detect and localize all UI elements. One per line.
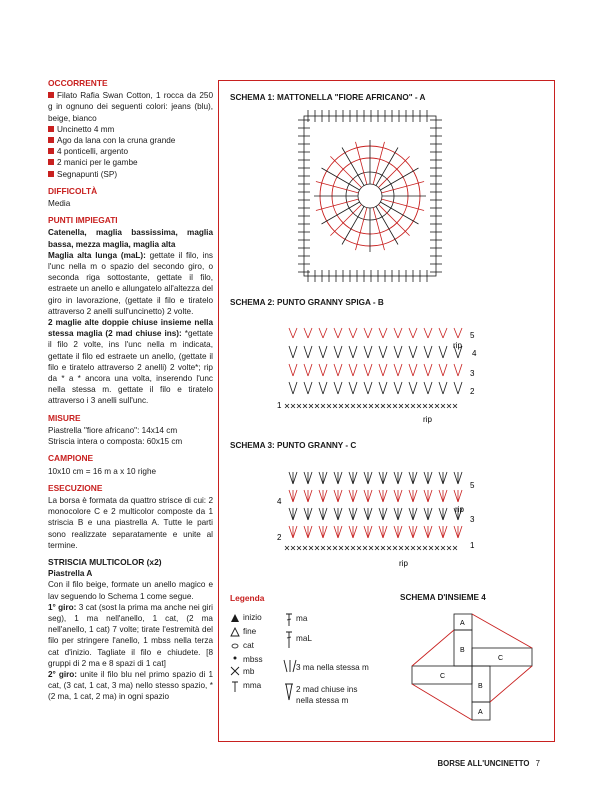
stitch-mark	[454, 382, 458, 394]
bullet-square-icon	[48, 126, 54, 132]
legend-label: mb	[243, 667, 255, 676]
stitch-mark	[424, 526, 428, 538]
legend-label: 2 mad chiuse ins nella stessa m	[296, 685, 358, 705]
list-item: Uncinetto 4 mm	[48, 124, 213, 135]
stitch-mark	[379, 382, 383, 394]
triangle-filled-icon	[231, 614, 239, 622]
footer-section: BORSE ALL'UNCINETTO	[437, 759, 530, 768]
dc-icon	[286, 614, 292, 626]
stitch-mark	[308, 328, 312, 338]
stitch-mark	[334, 526, 338, 538]
stitch-mark	[319, 508, 323, 520]
stitch-mark	[424, 382, 428, 394]
bullet-square-icon	[48, 92, 54, 98]
stitch-mark	[379, 490, 383, 502]
stitch-mark	[454, 328, 458, 338]
stitch-mark	[413, 490, 417, 502]
scheme4-title: SCHEMA D'INSIEME 4	[400, 593, 486, 602]
scheme2-diagram	[275, 320, 485, 432]
stitch-mark	[334, 328, 338, 338]
stitch-mark	[304, 346, 308, 358]
stitch-mark	[398, 472, 402, 484]
misure-line: Striscia intera o composta: 60x15 cm	[48, 437, 183, 447]
scheme3-diagram	[275, 462, 485, 570]
stitch-mark	[304, 472, 308, 484]
row-number: 2	[470, 387, 475, 396]
stitch-mark	[394, 346, 398, 358]
stitch-mark	[383, 382, 387, 394]
stitch-mark	[338, 382, 342, 394]
misure-heading: MISURE	[48, 412, 81, 423]
rip-label: rip	[399, 559, 408, 568]
stitch-mark	[368, 364, 372, 376]
stitch-mark	[364, 490, 368, 502]
stitch-mark	[334, 382, 338, 394]
stitch-mark	[334, 364, 338, 376]
stitch-mark	[443, 490, 447, 502]
stitch-spoke	[382, 199, 425, 210]
stitch-mark	[394, 472, 398, 484]
stitch-mark	[409, 382, 413, 394]
stitch-mark	[368, 526, 372, 538]
esecuzione-heading: ESECUZIONE	[48, 482, 103, 493]
stitch-mark	[428, 508, 432, 520]
stitch-mark	[398, 328, 402, 338]
stitch-mark	[308, 382, 312, 394]
stitch-mark	[454, 364, 458, 376]
stitch-mark	[409, 472, 413, 484]
punti-list: Catenella, maglia bassissima, maglia bassa, mezza maglia, maglia alta	[48, 228, 213, 249]
stitch-mark	[289, 490, 293, 502]
stitch-mark	[308, 346, 312, 358]
row-number: 1	[470, 541, 475, 550]
stitch-mark	[409, 490, 413, 502]
scheme3-title: SCHEMA 3: PUNTO GRANNY - C	[230, 441, 357, 450]
stitch-mark	[334, 346, 338, 358]
stitch-spoke	[330, 156, 361, 187]
stitch-mark	[338, 472, 342, 484]
bullet-square-icon	[48, 137, 54, 143]
stitch-mark	[413, 346, 417, 358]
campione-value: 10x10 cm = 16 m a x 10 righe	[48, 466, 157, 476]
stitch-mark	[323, 526, 327, 538]
stitch-mark	[394, 382, 398, 394]
stitch-mark	[304, 508, 308, 520]
stitch-mark	[338, 364, 342, 376]
stitch-mark	[394, 508, 398, 520]
stitch-mark	[454, 490, 458, 502]
three-dc-icon	[284, 660, 296, 672]
scheme1-title: SCHEMA 1: MATTONELLA "FIORE AFRICANO" - A	[230, 93, 426, 102]
stitch-mark	[428, 382, 432, 394]
stitch-mark	[334, 490, 338, 502]
stitch-mark	[319, 328, 323, 338]
legend-label: inizio	[243, 613, 262, 622]
stitch-mark	[413, 472, 417, 484]
stitch-mark	[349, 364, 353, 376]
stitch-spoke	[356, 208, 367, 251]
stitch-mark	[334, 508, 338, 520]
stitch-mark	[439, 472, 443, 484]
scheme1-spokes	[314, 140, 426, 252]
left-column	[48, 78, 213, 703]
list-item: Ago da lana con la cruna grande	[48, 135, 213, 146]
stitch-mark	[293, 346, 297, 358]
stitch-mark	[458, 526, 462, 538]
stitch-mark	[409, 364, 413, 376]
legend-label: maL	[296, 634, 312, 643]
stitch-mark	[383, 328, 387, 338]
stitch-mark	[364, 382, 368, 394]
stitch-mark	[398, 526, 402, 538]
legend-label: fine	[243, 627, 257, 636]
stitch-spoke	[316, 199, 359, 210]
stitch-mark	[368, 382, 372, 394]
stitch-mark	[458, 472, 462, 484]
stitch-mark	[443, 382, 447, 394]
stitch-mark	[304, 364, 308, 376]
stitch-mark	[289, 472, 293, 484]
rip-label: rip	[423, 415, 432, 424]
stitch-mark	[293, 382, 297, 394]
stitch-mark	[364, 364, 368, 376]
esecuzione-text: La borsa è formata da quattro strisce di cui: 2 monocolore C e 2 multicolor composte da 1 striscia B e una piastrella A. Tutte le parti sono realizzate separatamente e unite al termine.	[48, 495, 213, 550]
stitch-mark	[379, 526, 383, 538]
misure-line: Piastrella "fiore africano": 14x14 cm	[48, 425, 178, 435]
stitch-mark	[338, 346, 342, 358]
striscia-heading: STRISCIA MULTICOLOR (x2)	[48, 556, 162, 567]
stitch-mark	[424, 346, 428, 358]
page-footer	[438, 759, 540, 768]
stitch-mark	[443, 508, 447, 520]
stitch-mark	[323, 382, 327, 394]
stitch-mark	[319, 346, 323, 358]
stitch-mark	[323, 508, 327, 520]
stitch-mark	[439, 328, 443, 338]
punti-heading: PUNTI IMPIEGATI	[48, 215, 118, 226]
stitch-mark	[319, 490, 323, 502]
stitch-mark	[428, 346, 432, 358]
piece-label: B	[460, 647, 465, 654]
stitch-mark	[289, 526, 293, 538]
dot-icon	[234, 657, 237, 660]
stitch-mark	[349, 346, 353, 358]
stitch-mark	[289, 328, 293, 338]
stitch-mark	[308, 472, 312, 484]
row-number: 3	[470, 369, 475, 378]
stitch-mark	[308, 526, 312, 538]
piece-label: A	[460, 620, 465, 627]
scheme2-title: SCHEMA 2: PUNTO GRANNY SPIGA - B	[230, 298, 384, 307]
stitch-mark	[413, 382, 417, 394]
stitch-mark	[413, 328, 417, 338]
stitch-mark	[338, 526, 342, 538]
stitch-mark	[349, 472, 353, 484]
giro1-paragraph: 1° giro: 3 cat (sost la prima ma anche nei giri seg), 1 ma nell'anello, 1 cat, (2 ma nell'anello, 1 cat) 7 volte; tirate l'estremità del filo per stringere l'anello, 1 mbss nella terza cat d'inizio. Tagliate il filo e chiudete. [8 gruppi di 2 ma e 8 spazi di 1 cat]	[48, 602, 213, 668]
stitch-mark	[293, 328, 297, 338]
stitch-mark	[383, 364, 387, 376]
stitch-mark	[353, 526, 357, 538]
stitch-mark	[413, 526, 417, 538]
page-number: 7	[535, 759, 540, 768]
list-item: 4 ponticelli, argento	[48, 146, 213, 157]
bullet-square-icon	[48, 148, 54, 154]
legend-label: ma	[296, 614, 308, 623]
stitch-mark	[319, 472, 323, 484]
giro2-paragraph: 2° giro: unite il filo blu nel primo spazio di 1 cat, (3 cat, 1 cat, 3 ma) nello stesso spazio, *(2 ma, 1 cat, 2 ma) in ogni spazio	[48, 669, 214, 702]
stitch-mark	[394, 526, 398, 538]
stitch-mark	[334, 472, 338, 484]
legend-label: cat	[243, 641, 254, 650]
stitch-mark	[349, 490, 353, 502]
stitch-mark	[383, 508, 387, 520]
stitch-mark	[428, 328, 432, 338]
chain-icon	[232, 644, 238, 648]
stitch-mark	[398, 364, 402, 376]
stitch-spoke	[378, 156, 409, 187]
stitch-mark	[458, 328, 462, 338]
stitch-mark	[323, 364, 327, 376]
list-item: Segnapunti (SP)	[48, 169, 213, 180]
piastrella-heading: Piastrella A	[48, 569, 93, 579]
stitch-mark	[424, 472, 428, 484]
stitch-mark	[398, 346, 402, 358]
stitch-mark	[293, 490, 297, 502]
stitch-mark	[323, 472, 327, 484]
mad-paragraph: 2 maglie alte doppie chiuse insieme nella stessa maglia (2 mad chiuse ins): *gettate il filo 2 volte, ins l'unc nella m indicata, gettate il filo ed estraete un anello, (gettate il filo e tiratelo attraverso 2 anelli) 2 volte*; rip da * a * ancora una volta, inserendo l'unc nella stessa m. gettate il filo e tiratelo attraverso i 3 anelli sull'unc.	[48, 318, 213, 406]
stitch-mark	[413, 508, 417, 520]
bullet-square-icon	[48, 171, 54, 177]
stitch-mark	[409, 508, 413, 520]
stitch-mark	[289, 508, 293, 520]
stitch-spoke	[373, 142, 384, 185]
stitch-mark	[319, 526, 323, 538]
stitch-mark	[289, 382, 293, 394]
stitch-mark	[394, 364, 398, 376]
stitch-mark	[424, 328, 428, 338]
stitch-mark	[304, 490, 308, 502]
stitch-mark	[454, 526, 458, 538]
stitch-mark	[304, 328, 308, 338]
stitch-mark	[424, 490, 428, 502]
stitch-mark	[364, 526, 368, 538]
stitch-mark	[289, 346, 293, 358]
stitch-mark	[443, 328, 447, 338]
stitch-mark	[409, 346, 413, 358]
piece-label: B	[478, 683, 483, 690]
stitch-mark	[443, 346, 447, 358]
stitch-mark	[368, 328, 372, 338]
stitch-mark	[323, 328, 327, 338]
stitch-mark	[364, 508, 368, 520]
stitch-mark	[379, 508, 383, 520]
stitch-mark	[353, 328, 357, 338]
stitch-mark	[439, 382, 443, 394]
difficolta-heading: DIFFICOLTÀ	[48, 185, 98, 196]
stitch-mark	[398, 508, 402, 520]
stitch-mark	[323, 346, 327, 358]
stitch-mark	[383, 472, 387, 484]
stitch-mark	[353, 472, 357, 484]
stitch-mark	[293, 364, 297, 376]
row-number: 4	[277, 497, 282, 506]
legend-label: 3 ma nella stessa m	[296, 663, 369, 672]
stitch-mark	[353, 364, 357, 376]
stitch-mark	[319, 382, 323, 394]
stitch-mark	[439, 346, 443, 358]
list-item: 2 manici per le gambe	[48, 157, 213, 168]
stitch-mark	[379, 328, 383, 338]
stitch-mark	[398, 490, 402, 502]
stitch-mark	[349, 382, 353, 394]
piastrella-text: Con il filo beige, formate un anello magico e lav seguendo lo Schema 1 come segue.	[48, 580, 213, 601]
stitch-mark	[353, 508, 357, 520]
stitch-mark	[394, 490, 398, 502]
scheme3-rows	[285, 472, 462, 550]
mal-paragraph: Maglia alta lunga (maL): gettate il filo, ins l'unc nella m o spazio del secondo giro, o seconda riga sottostante, gettate il filo, estraete un anello e allungatelo all'altezza del giro in lavorazione, (gettate il filo e tiratelo attraverso 2 anelli sull'uncinetto) 2 volte.	[48, 250, 213, 316]
stitch-mark	[413, 364, 417, 376]
stitch-mark	[323, 490, 327, 502]
stitch-mark	[383, 526, 387, 538]
row-number: 2	[277, 533, 282, 542]
stitch-mark	[304, 526, 308, 538]
stitch-mark	[379, 472, 383, 484]
rip-label: rip	[455, 505, 464, 514]
stitch-mark	[308, 490, 312, 502]
triangle-outline-icon	[231, 628, 239, 636]
rip-label: rip	[453, 341, 462, 350]
stitch-mark	[439, 526, 443, 538]
stitch-mark	[319, 364, 323, 376]
stitch-mark	[439, 364, 443, 376]
stitch-mark	[308, 364, 312, 376]
stitch-spoke	[378, 204, 409, 235]
row-number: 5	[470, 331, 475, 340]
legend-label: mbss	[243, 655, 263, 664]
t-stitch-icon	[232, 682, 238, 692]
scheme1-diagram	[290, 108, 450, 288]
stitch-mark	[424, 364, 428, 376]
row-number: 1	[277, 401, 282, 410]
piece-label: C	[440, 673, 446, 680]
stitch-mark	[443, 364, 447, 376]
stitch-mark	[428, 490, 432, 502]
stitch-mark	[338, 508, 342, 520]
tr-cluster-icon	[285, 684, 293, 700]
scheme4-diagram	[400, 612, 540, 732]
stitch-mark	[338, 328, 342, 338]
stitch-mark	[364, 346, 368, 358]
stitch-mark	[428, 526, 432, 538]
stitch-spoke	[330, 204, 361, 235]
stitch-mark	[409, 526, 413, 538]
stitch-mark	[379, 364, 383, 376]
stitch-mark	[443, 526, 447, 538]
scheme2-rows	[285, 328, 462, 408]
stitch-mark	[383, 346, 387, 358]
stitch-mark	[368, 508, 372, 520]
stitch-mark	[349, 526, 353, 538]
piece-label: A	[478, 709, 483, 716]
stitch-mark	[308, 508, 312, 520]
stitch-mark	[428, 472, 432, 484]
bullet-square-icon	[48, 159, 54, 165]
stitch-mark	[353, 490, 357, 502]
campione-heading: CAMPIONE	[48, 453, 94, 464]
stitch-mark	[439, 490, 443, 502]
row-number: 5	[470, 481, 475, 490]
stitch-mark	[349, 328, 353, 338]
stitch-mark	[383, 490, 387, 502]
stitch-spoke	[356, 142, 367, 185]
stitch-mark	[368, 490, 372, 502]
stitch-mark	[454, 472, 458, 484]
stitch-mark	[293, 508, 297, 520]
row-number: 3	[470, 515, 475, 524]
stitch-mark	[409, 328, 413, 338]
piece-label: C	[498, 655, 504, 662]
stitch-mark	[353, 382, 357, 394]
stitch-spoke	[382, 182, 425, 193]
stitch-mark	[424, 508, 428, 520]
stitch-mark	[394, 328, 398, 338]
occorrente-heading: OCCORRENTE	[48, 78, 108, 88]
stitch-mark	[428, 364, 432, 376]
stitch-mark	[293, 526, 297, 538]
stitch-mark	[289, 364, 293, 376]
stitch-mark	[439, 508, 443, 520]
legend-label: mma	[243, 681, 262, 690]
occorrente-list	[48, 90, 213, 180]
stitch-mark	[458, 382, 462, 394]
stitch-mark	[379, 346, 383, 358]
stitch-mark	[443, 472, 447, 484]
stitch-mark	[458, 490, 462, 502]
stitch-mark	[304, 382, 308, 394]
stitch-mark	[338, 490, 342, 502]
stitch-mark	[364, 328, 368, 338]
stitch-mark	[353, 346, 357, 358]
stitch-mark	[368, 346, 372, 358]
stitch-mark	[458, 364, 462, 376]
stitch-mark	[364, 472, 368, 484]
list-item: Filato Rafia Swan Cotton, 1 rocca da 250 g in ognuno dei seguenti colori: jeans (blu), beige, bianco	[48, 91, 213, 123]
row-number: 4	[472, 349, 477, 358]
difficolta-value: Media	[48, 199, 71, 209]
stitch-mark	[368, 472, 372, 484]
stitch-mark	[293, 472, 297, 484]
stitch-mark	[349, 508, 353, 520]
legend-title: Legenda	[230, 593, 265, 603]
stitch-spoke	[373, 208, 384, 251]
stitch-spoke	[316, 182, 359, 193]
long-dc-icon	[286, 632, 292, 648]
cross-icon	[231, 667, 239, 675]
stitch-mark	[398, 382, 402, 394]
